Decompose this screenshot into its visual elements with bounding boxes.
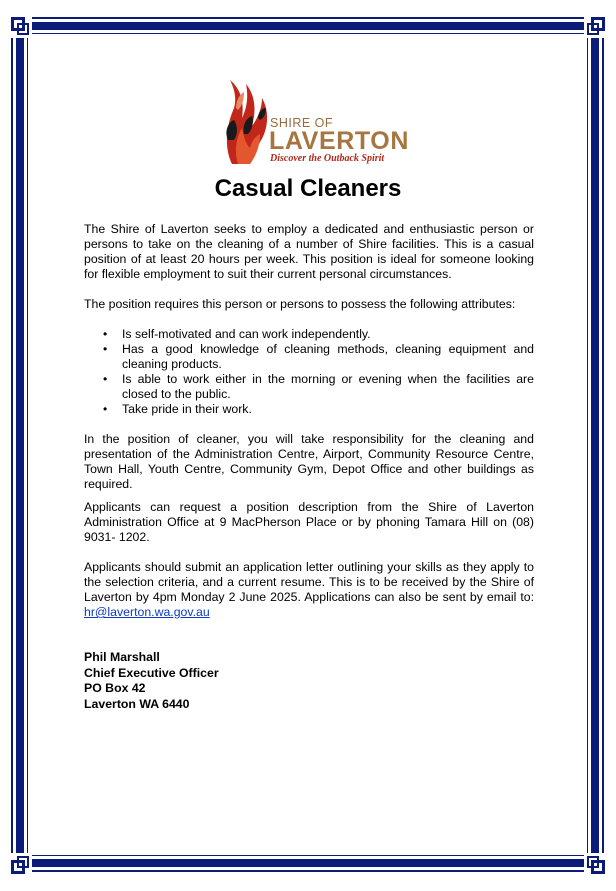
flame-emblem-icon: [222, 78, 274, 166]
advertisement-body: [84, 222, 534, 712]
apply-text: Applicants should submit an application letter outlining your skills as they apply to the selection criteria, and a current resume. This is to be received by the Shire of Laverton by 4pm Monday 2 June 2025. Applications can also be sent by email to:: [84, 560, 534, 604]
logo-tagline: Discover the Outback Spirit: [270, 153, 385, 164]
requirements-intro: The position requires this person or persons to possess the following attributes:: [84, 297, 516, 311]
list-item: • Is self-motivated and can work independently.: [122, 327, 534, 342]
shire-logo: [222, 78, 409, 168]
apply-paragraph: [84, 560, 534, 620]
corner-ornament-bottom-right: [584, 853, 608, 877]
intro-paragraph: The Shire of Laverton seeks to employ a dedicated and enthusiastic person or persons to take on the cleaning of a number of Shire facilities. This is a casual position of at least 20 hours per week. This position is ideal for someone looking for flexible employment to suit their current personal circumstances.: [84, 222, 534, 281]
list-item: • Is able to work either in the morning or evening when the facilities are closed to the public.: [122, 372, 534, 402]
logo-shire-of-text: SHIRE OF: [270, 116, 334, 130]
corner-ornament-bottom-left: [8, 853, 32, 877]
signatory-locality: Laverton WA 6440: [84, 696, 190, 711]
corner-ornament-top-left: [8, 14, 32, 38]
corner-ornament-top-right: [584, 14, 608, 38]
request-info-paragraph: Applicants can request a position description from the Shire of Laverton Administration Office at 9 MacPherson Place or by phoning Tamara Hill on (08) 9031- 1202.: [84, 500, 534, 544]
signature-block: [84, 650, 534, 712]
duties-paragraph: In the position of cleaner, you will take responsibility for the cleaning and presentation of the Administration Centre, Airport, Community Resource Centre, Town Hall, Youth Centre, Community Gym, Depot Office and other buildings as required.: [84, 432, 534, 491]
signatory-po-box: PO Box 42: [84, 681, 146, 695]
logo-laverton-text: LAVERTON: [269, 127, 409, 155]
list-item: • Has a good knowledge of cleaning methods, cleaning equipment and cleaning products.: [122, 342, 534, 372]
list-item: • Take pride in their work.: [122, 402, 534, 417]
page-title: Casual Cleaners: [214, 175, 402, 202]
email-link[interactable]: hr@laverton.wa.gov.au: [84, 605, 210, 619]
attributes-list: [84, 327, 534, 417]
signatory-position: Chief Executive Officer: [84, 665, 219, 680]
signatory-name: Phil Marshall: [84, 650, 160, 664]
